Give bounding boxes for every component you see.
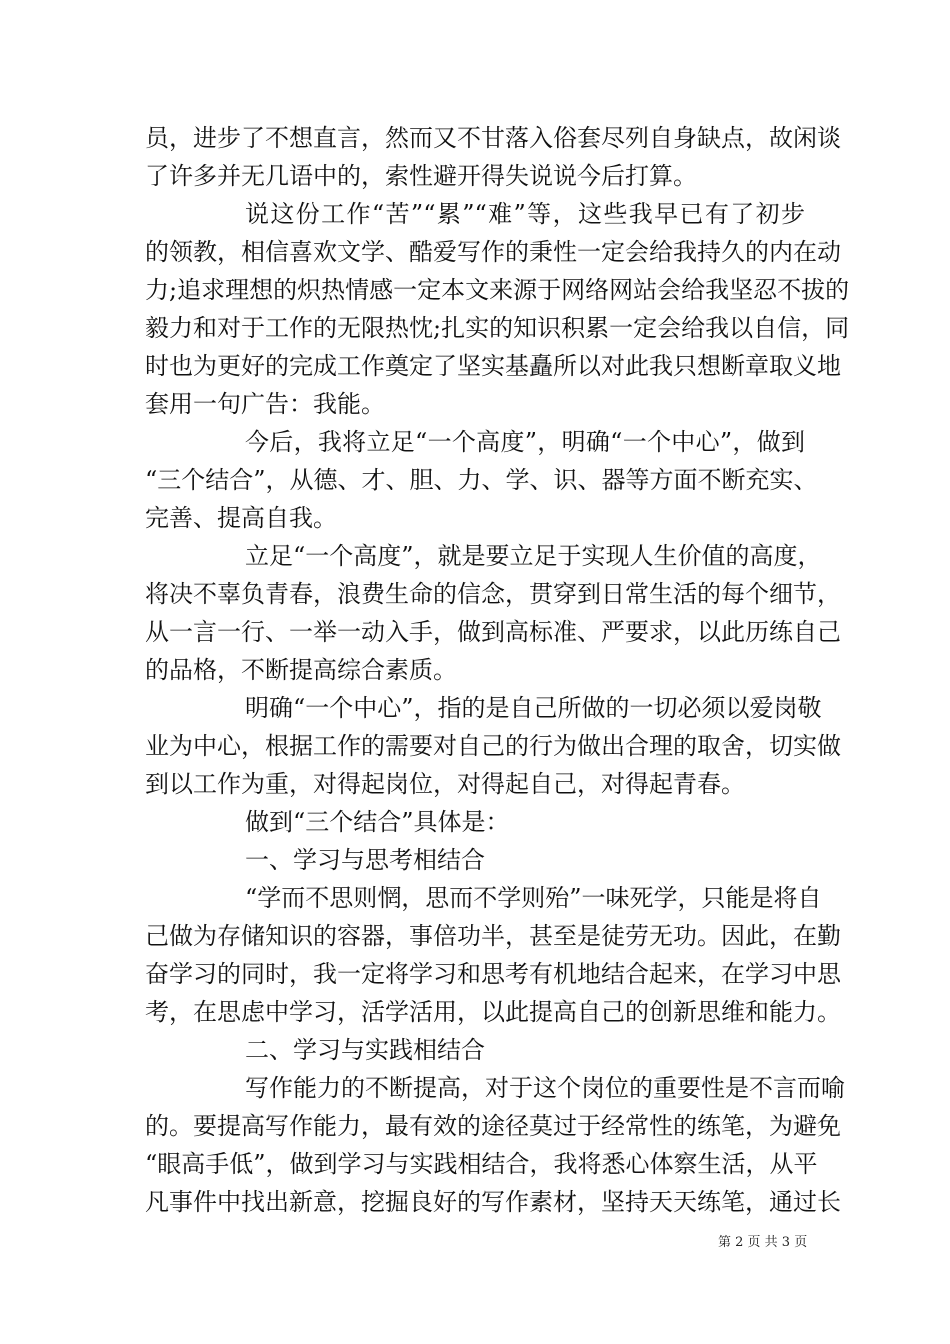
text-line: 到以工作为重，对得起岗位，对得起自己，对得起青春。 — [145, 770, 745, 798]
text-line: 己做为存储知识的容器，事倍功半，甚至是徒劳无功。因此，在勤 — [145, 922, 841, 950]
text-line: 的领教，相信喜欢文学、酷爱写作的秉性一定会给我持久的内在动 — [145, 238, 841, 266]
text-line: 将决不辜负青春，浪费生命的信念，贯穿到日常生活的每个细节， — [145, 580, 841, 608]
text-line: 毅力和对于工作的无限热忱;扎实的知识积累一定会给我以自信，同 — [145, 314, 850, 342]
text-line: 的品格，不断提高综合素质。 — [145, 656, 457, 684]
text-line: 写作能力的不断提高，对于这个岗位的重要性是不言而喻 — [245, 1074, 845, 1102]
text-line: 奋学习的同时，我一定将学习和思考有机地结合起来，在学习中思 — [145, 960, 841, 988]
text-line: “三个结合”，从德、才、胆、力、学、识、器等方面不断充实、 — [145, 466, 818, 494]
text-line: 考，在思虑中学习，活学活用，以此提高自己的创新思维和能力。 — [145, 998, 841, 1026]
text-line: “眼高手低”，做到学习与实践相结合，我将悉心体察生活，从平 — [145, 1150, 818, 1178]
text-line: 完善、提高自我。 — [145, 504, 337, 532]
text-line: 时也为更好的完成工作奠定了坚实基矗所以对此我只想断章取义地 — [145, 352, 841, 380]
text-line: 员，进步了不想直言，然而又不甘落入俗套尽列自身缺点，故闲谈 — [145, 124, 841, 152]
page-number: 第 2 页 共 3 页 — [718, 1235, 808, 1250]
text-line: 明确“一个中心”，指的是自己所做的一切必须以爱岗敬 — [245, 694, 822, 722]
text-line: 力;追求理想的炽热情感一定本文来源于网络网站会给我坚忍不拔的 — [145, 276, 850, 304]
text-line: 说这份工作“苦”“累”“难”等，这些我早已有了初步 — [245, 200, 805, 228]
text-line: 的。要提高写作能力，最有效的途径莫过于经常性的练笔，为避免 — [145, 1112, 841, 1140]
text-line: 从一言一行、一举一动入手，做到高标准、严要求，以此历练自己 — [145, 618, 841, 646]
text-line: 套用一句广告：我能。 — [145, 390, 385, 418]
text-line: 今后，我将立足“一个高度”，明确“一个中心”，做到 — [245, 428, 805, 456]
section-intro: 做到“三个结合”具体是： — [245, 808, 510, 836]
text-line: “学而不思则惘，思而不学则殆”一味死学，只能是将自 — [245, 884, 822, 912]
text-line: 凡事件中找出新意，挖掘良好的写作素材，坚持天天练笔，通过长 — [145, 1188, 841, 1216]
text-line: 业为中心，根据工作的需要对自己的行为做出合理的取舍，切实做 — [145, 732, 841, 760]
section-heading: 一、学习与思考相结合 — [245, 846, 485, 874]
text-line: 了许多并无几语中的，索性避开得失说说今后打算。 — [145, 162, 697, 190]
section-heading: 二、学习与实践相结合 — [245, 1036, 485, 1064]
text-line: 立足“一个高度”，就是要立足于实现人生价值的高度， — [245, 542, 822, 570]
